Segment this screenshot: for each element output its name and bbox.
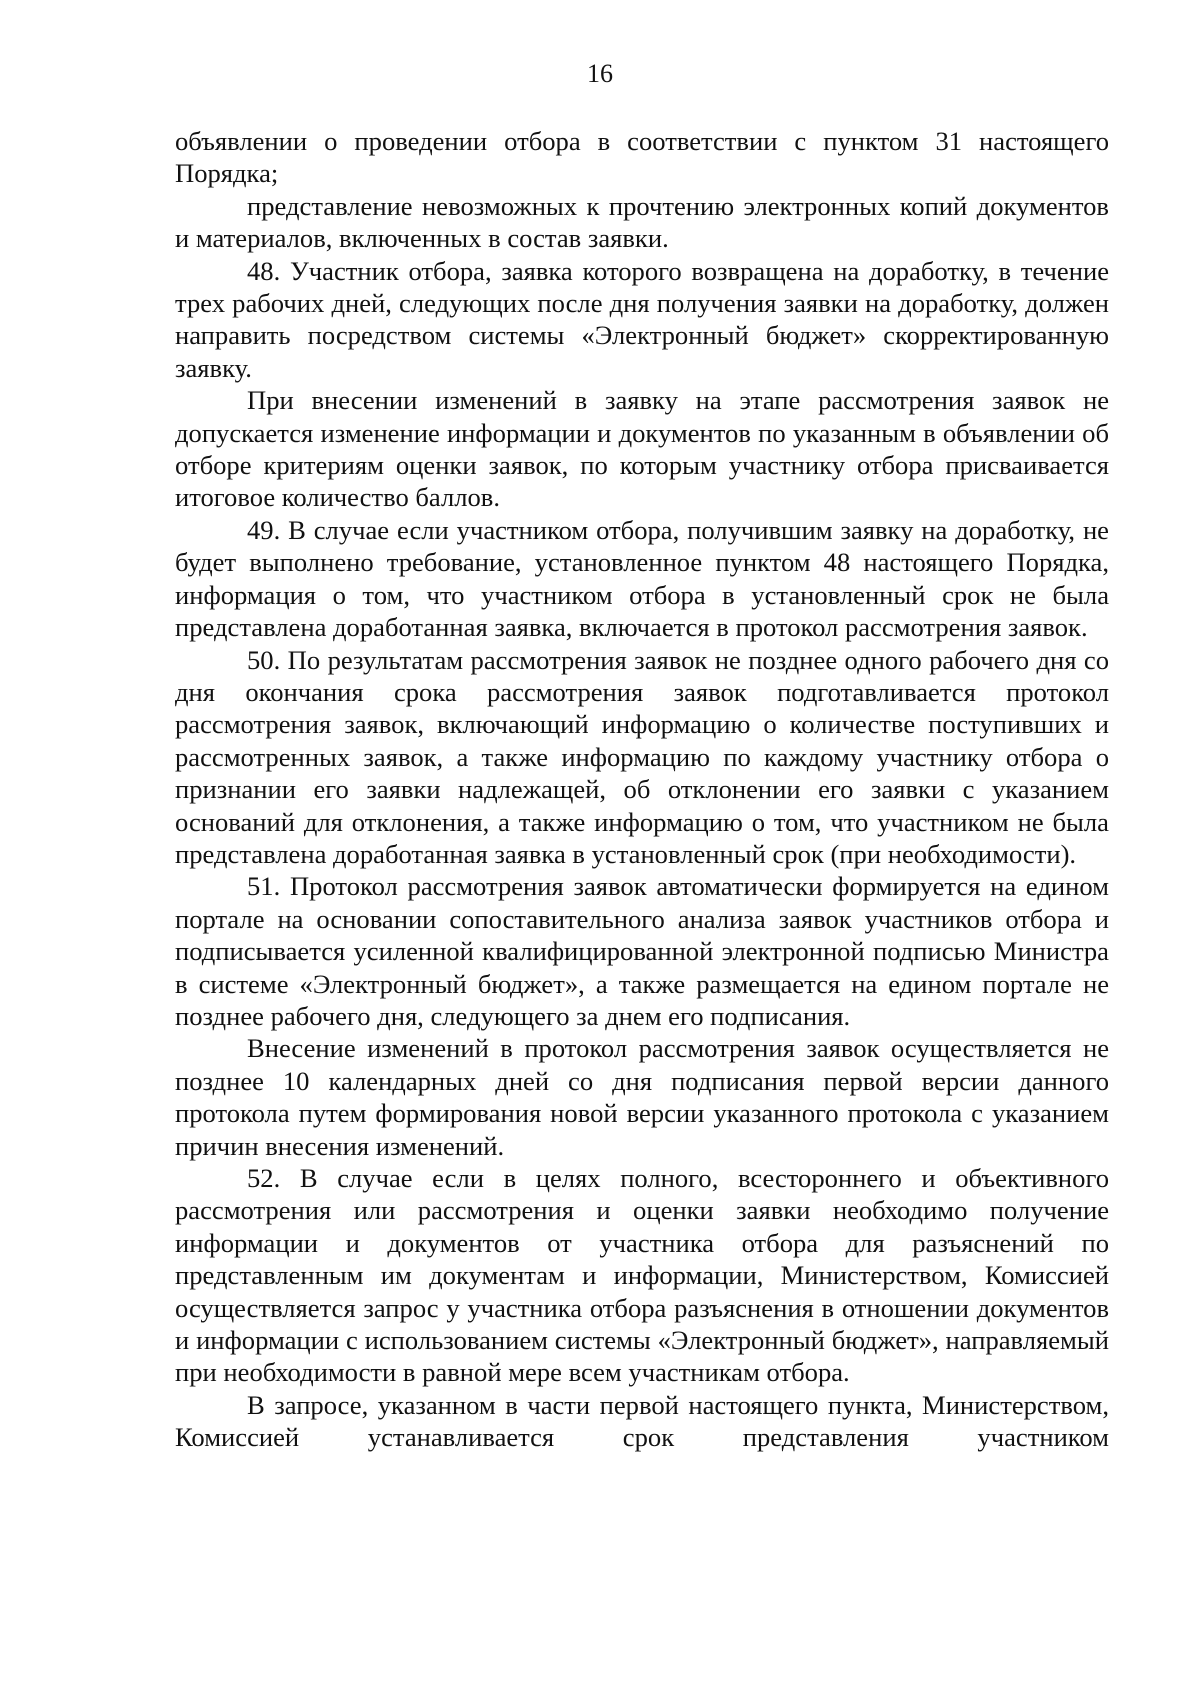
document-body bbox=[175, 125, 1109, 1454]
paragraph-electronic-copies: представление невозможных к прочтению электронных копий документов и материалов, включенных в состав заявки. bbox=[175, 190, 1109, 254]
page-number: 16 bbox=[587, 59, 613, 88]
paragraph-protocol-changes: Внесение изменений в протокол рассмотрения заявок осуществляется не позднее 10 календарных дней со дня подписания первой версии данного протокола путем формирования новой версии указанного протокола с указанием причин внесения изменений. bbox=[175, 1033, 1109, 1161]
paragraph-request-deadline: В запросе, указанном в части первой настоящего пункта, Министерством, Комиссией устанавливается срок представления участником bbox=[175, 1389, 1109, 1453]
paragraph-49: 49. В случае если участником отбора, получившим заявку на доработку, не будет выполнено требование, установленное пунктом 48 настоящего Порядка, информация о том, что участником отбора в установленный срок не была представлена доработанная заявка, включается в протокол рассмотрения заявок. bbox=[175, 514, 1109, 643]
paragraph-continuation: объявлении о проведении отбора в соответствии с пунктом 31 настоящего Порядка; bbox=[175, 126, 1109, 189]
paragraph-changes-restriction: При внесении изменений в заявку на этапе рассмотрения заявок не допускается изменение информации и документов по указанным в объявлении об отборе критериям оценки заявок, по которым участнику отбора присваивается итоговое количество баллов. bbox=[175, 385, 1109, 513]
paragraph-52: 52. В случае если в целях полного, всестороннего и объективного рассмотрения или рассмотрения и оценки заявки необходимо получение информации и документов от участника отбора для разъяснений по представленным им документам и информации, Министерством, Комиссией осуществляется запрос у участника отбора разъяснения в отношении документов и информации с использованием системы «Электронный бюджет», направляемый при необходимости в равной мере всем участникам отбора. bbox=[175, 1163, 1109, 1388]
paragraph-50: 50. По результатам рассмотрения заявок не позднее одного рабочего дня со дня окончания срока рассмотрения заявок подготавливается протокол рассмотрения заявок, включающий информацию о количестве поступивших и рассмотренных заявок, а также информацию по каждому участнику отбора о признании его заявки надлежащей, об отклонении его заявки с указанием оснований для отклонения, а также информацию о том, что участником не была представлена доработанная заявка в установленный срок (при необходимости). bbox=[175, 644, 1109, 869]
paragraph-51: 51. Протокол рассмотрения заявок автоматически формируется на едином портале на основании сопоставительного анализа заявок участников отбора и подписывается усиленной квалифицированной электронной подписью Министра в системе «Электронный бюджет», а также размещается на едином портале не позднее рабочего дня, следующего за днем его подписания. bbox=[175, 871, 1109, 1031]
paragraph-48: 48. Участник отбора, заявка которого возвращена на доработку, в течение трех рабочих дней, следующих после дня получения заявки на доработку, должен направить посредством системы «Электронный бюджет» скорректированную заявку. bbox=[175, 255, 1109, 383]
